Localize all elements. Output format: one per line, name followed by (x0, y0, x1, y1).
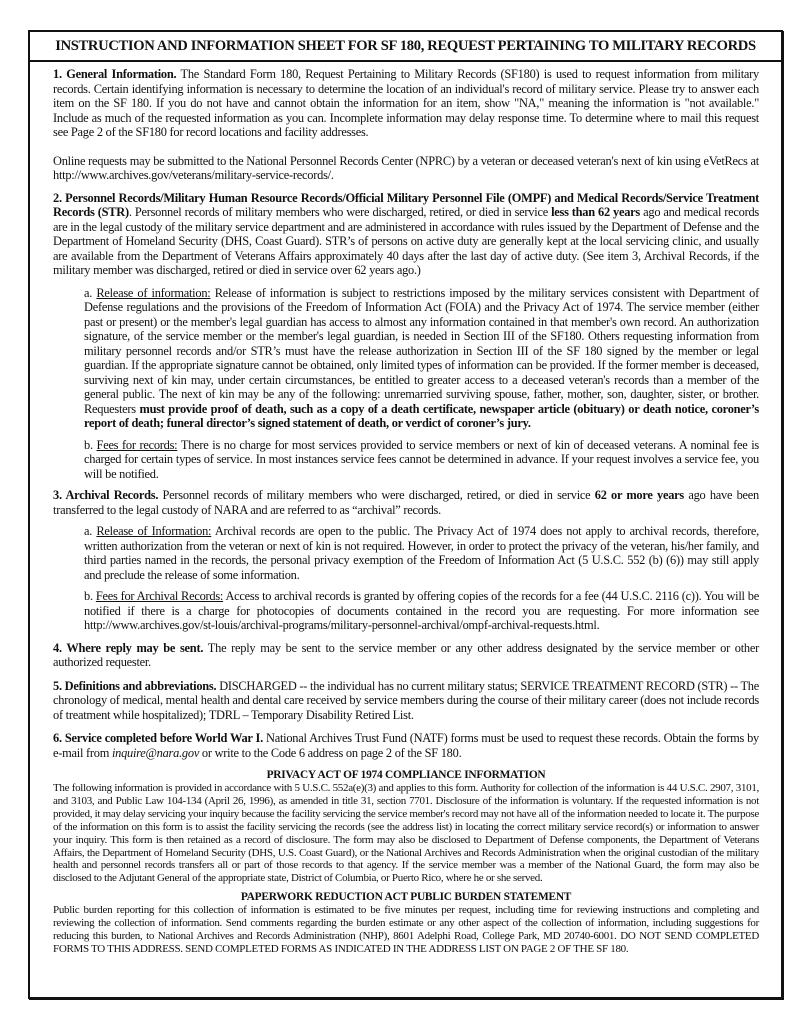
section-text: ago and medical records are in the legal custody of the military service department and are administered in accordance with rules issued by the Department of Defense and the Department of Homeland Security (DHS, Coast Guard). STR’s of persons on active duty are generally kept at the local servicing clinic, and usually are available from the Department of Veterans Affairs approximately 40 days after the last day of active duty. (See item 3, Archival Records, if the military member was discharged, retired or died in service over 62 years ago.) (53, 205, 759, 277)
fees-for-archival-records (53, 589, 759, 633)
sheet-title: INSTRUCTION AND INFORMATION SHEET FOR SF 180, REQUEST PERTAINING TO MILITARY RECORDS (30, 32, 781, 62)
item-letter: b. (84, 437, 97, 452)
item-text: Access to archival records is granted by offering copies of the records for a fee (44 U.S.C. 2116 (c)). You will be notified if there is a charge for photocopies of documents contained in the record you are requesting. For more information see http://www.archives.gov/st-louis/archival-programs/military-personnel-archival/ompf-archival-requests.html. (84, 589, 759, 632)
section-heading: 2. Personnel Records/Military Human Resource Records/Official Military Personnel File (OMPF) and Medical Records/Service Treatment Records (STR) (53, 190, 759, 219)
section-general-information (53, 67, 759, 140)
paperwork-text: Public burden reporting for this collection of information is estimated to be five minutes per request, including time for reviewing instructions and completing and reviewing the collection of information. Send comments regarding the burden estimate or any other aspect of the collection of information, including suggestions for reducing this burden, to National Archives and Records Administration (NHP), 8601 Adelphi Road, College Park, MD 20740-6001. DO NOT SEND COMPLETED FORMS TO THIS ADDRESS. SEND COMPLETED FORMS AS INDICATED IN THE ADDRESS LIST ON PAGE 2 OF THE SF 180. (53, 904, 759, 955)
section-text: Personnel records of military members who were discharged, retired, or died in service (158, 488, 595, 502)
section-heading: 1. General Information. (53, 67, 177, 81)
section-text: ago have been transferred to the legal custody of NARA and are referred to as “archival” records. (53, 488, 759, 517)
item-text: There is no charge for most services provided to service members or next of kin of deceased veterans. A nominal fee is charged for certain types of service. In most instances service fees cannot be determined in advance. If your request involves a service fee, you will be notified. (84, 437, 760, 481)
item-text: Archival records are open to the public. The Privacy Act of 1974 does not apply to archival records, therefore, written authorization from the veteran or next of kin is not required. However, in order to protect the privacy of the veteran, his/her family, and third parties named in the records, the personal privacy exemption of the Freedom of Information Act (5 U.S.C. 552 (b) (6)) may still apply and preclude the release of some information. (84, 524, 760, 582)
section-before-wwi (53, 731, 759, 760)
section-personnel-records (53, 191, 759, 278)
item-letter: a. (84, 524, 97, 538)
privacy-act-text: The following information is provided in accordance with 5 U.S.C. 552a(e)(3) and applies to this form. Authority for collection of the information is 44 U.S.C. 2907, 3101, and 3103, and Public Law 104-134 (April 26, 1996), as amended in title 31, section 7701. Disclosure of the information is voluntary. If the requested information is not provided, it may delay servicing your inquiry because the facility servicing the service member's record may not have all of the information needed to locate it. The purpose of the information on this form is to assist the facility servicing the records (see the address list) in locating the correct military service record(s) or information to answer your inquiry. This form is then retained as a record of disclosure. The form may also be disclosed to Department of Defense components, the Department of Veterans Affairs, the Department of Homeland Security (DHS, U.S. Coast Guard), or the National Archives and Records Administration when the original custodian of the military health and personnel records transfers all or part of those records to that agency. If the service member was a member of the National Guard, the form may also be disclosed to the Adjutant General of the appropriate state, District of Columbia, or Puerto Rico, where he or she served. (53, 782, 759, 885)
section-heading: 6. Service completed before World War I. (53, 731, 263, 745)
item-label: Fees for Archival Records: (95, 589, 224, 603)
emphasis: 62 or more years (594, 488, 684, 502)
section-text: . Personnel records of military members who were discharged, retired, or died in service (128, 205, 552, 219)
item-text: Release of information is subject to restrictions imposed by the military services consistent with Department of Defense regulations and the provisions of the Freedom of Information Act (FOIA) and the Privacy Act of 1974. The service member (either past or present) or the member's legal guardian has access to almost any information contained in that member's own record. An authorization signature, of the service member or the member's legal guardian, is needed in Section III of the SF180. Others requesting information from military personnel records and/or STR’s must have the release authorization in Section III of the SF 180 signed by the member or legal guardian. If the appropriate signature cannot be obtained, only limited types of information can be provided. If the former member is deceased, surviving next of kin may, under certain circumstances, be entitled to greater access to a deceased veteran's records than a member of the general public. The next of kin may be any of the following: unremarried surviving spouse, father, mother, son, daughter, sister, or brother. Requesters (84, 285, 759, 416)
release-of-information (53, 286, 759, 431)
instruction-sheet (28, 30, 783, 999)
item-label: Release of information: (96, 285, 211, 300)
item-label: Fees for records: (96, 437, 178, 452)
item-letter: a. (84, 285, 97, 300)
section-definitions (53, 679, 759, 723)
section-heading: 4. Where reply may be sent. (53, 640, 204, 655)
online-requests: Online requests may be submitted to the National Personnel Records Center (NPRC) by a veteran or deceased veteran's next of kin using eVetRecs at http://www.archives.gov/veterans/military-service-records/. (53, 153, 759, 182)
archival-release-of-information (53, 524, 759, 582)
section-text: DISCHARGED -- the individual has no current military status; SERVICE TREATMENT RECORD (STR) -- The chronology of medical, mental health and dental care received by service members during the course of their military career (does not include records of treatment while hospitalized); TDRL – Temporary Disability Retired List. (53, 678, 759, 722)
section-text: The Standard Form 180, Request Pertaining to Military Records (SF180) is used to request information from military records. Certain identifying information is necessary to determine the location of an individual's record of military service. Please try to answer each item on the SF 180. If you do not have and cannot obtain the information for an item, show "NA," meaning the information is "not available." Include as much of the requested information as you can. Incomplete information may delay response time. To determine where to mail this request see Page 2 of the SF180 for record locations and facility addresses. (53, 67, 759, 139)
item-label: Release of Information: (96, 524, 212, 538)
section-text: or write to the Code 6 address on page 2 of the SF 180. (199, 745, 462, 760)
section-heading: 5. Definitions and abbreviations. (53, 678, 217, 693)
fees-for-records (53, 438, 759, 482)
privacy-act-heading: PRIVACY ACT OF 1974 COMPLIANCE INFORMATION (266, 769, 546, 781)
section-where-reply-sent (53, 641, 759, 670)
item-letter: b. (84, 589, 96, 603)
email-address: inquire@nara.gov (111, 745, 200, 760)
paperwork-heading: PAPERWORK REDUCTION ACT PUBLIC BURDEN STATEMENT (240, 891, 572, 904)
sheet-content (30, 67, 781, 956)
section-text: National Archives Trust Fund (NATF) forms must be used to request these records. Obtain the forms by e-mail from (53, 731, 759, 760)
section-text: The reply may be sent to the service member or any other address designated by the service member or other authorized requester. (53, 640, 760, 669)
section-heading: 3. Archival Records. (53, 488, 159, 502)
section-archival-records (53, 488, 759, 517)
emphasis: must provide proof of death, such as a copy of a death certificate, newspaper article (obituary) or death notice, coroner’s report of death; funeral director’s signed statement of death, or verdict of coroner’s jury. (84, 401, 759, 430)
emphasis: less than 62 years (551, 205, 641, 219)
